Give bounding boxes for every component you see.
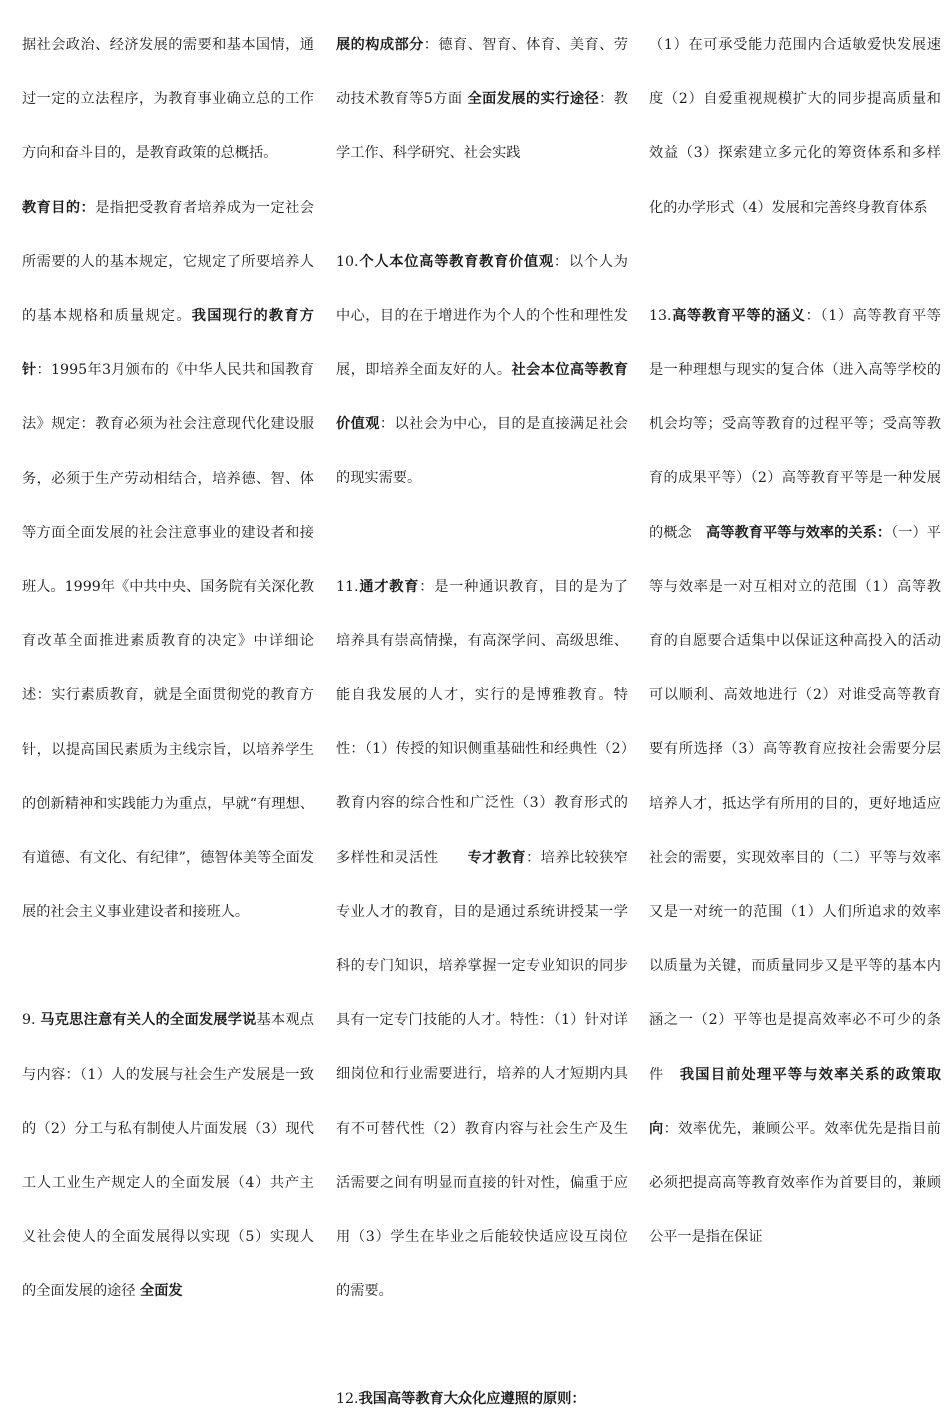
paragraph-value-views: 10.个人本位高等教育教育价值观：以个人为中心，目的在于增进作为个人的个性和理性发展，即培养全面友好的人。社会本位高等教育价值观：以社会为中心，目的是直接满足社会的现实需要。 [336, 253, 628, 487]
term-specialist-education: 专才教育 [467, 849, 527, 866]
term-current-education-policy: 我国现行的教育方针 [22, 308, 314, 379]
text-column-right [649, 18, 941, 1264]
term-implementation-path: 全面发展的实行途径 [467, 91, 600, 108]
term-individual-value-view: 个人本位高等教育教育价值观 [358, 253, 554, 270]
term-equality-meaning: 高等教育平等的涵义 [671, 307, 806, 324]
term-education-purpose: 教育目的： [22, 199, 96, 216]
paragraph-principles-list: （1）在可承受能力范围内合适敏爱快发展速度（2）自爱重视规模扩大的同步提高质量和效益（3）探索建立多元化的筹资体系和多样化的办学形式（4）发展和完善终身教育体系 [649, 37, 941, 216]
text-column-left [22, 18, 314, 1319]
term-massification-principles: 我国高等教育大众化应遵照的原则： [358, 1391, 586, 1408]
paragraph-marx-theory: 9. 马克思注意有关人的全面发展学说基本观点与内容：（1）人的发展与社会生产发展是一致的（2）分工与私有制使人片面发展（3）现代工人工业生产规定人的全面发展（4）共产主义社会使人的全面发展得以实现（5）实现人的全面发展的途径 全面发 [22, 1012, 314, 1300]
paragraph-education-policy-end: 据社会政治、经济发展的需要和基本国情，通过一定的立法程序，为教育事业确立总的工作方向和奋斗目的，是教育政策的总概括。 [22, 37, 314, 162]
paragraph-development-components: 展的构成部分：德育、智育、体育、美育、劳动技术教育等5方面 全面发展的实行途径：教学工作、科学研究、社会实践 [336, 37, 628, 162]
term-social-value-view: 社会本位高等教育价值观 [336, 362, 628, 433]
term-all-round-components: 全面发 [140, 1283, 183, 1300]
paragraph-massification-principles: 12.我国高等教育大众化应遵照的原则： [336, 1391, 586, 1408]
text-column-middle [336, 18, 628, 1427]
paragraph-equality-efficiency: 13.高等教育平等的涵义：（1）高等教育平等是一种理想与现实的复合体（进入高等学校的机会均等；受高等教育的过程平等；受高等教育的成果平等）（2）高等教育平等是一种发展的概念 高等教育平等与效率的关系：（一）平等与效率是一对互相对立的范围（1）高等教育的自愿要合适集中以保证这种高投入的活动可以顺利、高效地进行（2）对谁受高等教育要有所选择（3）高等教育应按社会需要分层培养人才，抵达学有所用的目的，更好地适应社会的需要，实现效率目的（二）平等与效率又是一对统一的范围（1）人们所追求的效率以质量为关键，而质量同步又是平等的基本内涵之一（2）平等也是提高效率必不可少的条件 我国目前处理平等与效率关系的政策取向：效率优先，兼顾公平。效率优先是指目前必须把提高高等教育效率作为首要目的，兼顾公平一是指在保证 [649, 307, 941, 1246]
term-equality-efficiency-relation: 高等教育平等与效率的关系： [705, 524, 892, 541]
term-marx-theory: 马克思注意有关人的全面发展学说 [40, 1012, 257, 1029]
paragraph-education-purpose: 教育目的：是指把受教育者培养成为一定社会所需要的人的基本规定，它规定了所要培养人的基本规格和质量规定。我国现行的教育方针：1995年3月颁布的《中华人民共和国教育法》规定：教育必须为社会注意现代化建设服务，必须于生产劳动相结合，培养德、智、体等方面全面发展的社会注意事业的建设者和接班人。1999年《中共中央、国务院有关深化教育改革全面推进素质教育的决定》中详细论述：实行素质教育，就是全面贯彻党的教育方针，以提高国民素质为主线宗旨，以培养学生的创新精神和实践能力为重点，早就“有理想、有道德、有文化、有纪律”，德智体美等全面发展的社会主义事业建设者和接班人。 [22, 199, 314, 921]
paragraph-general-vs-specialist: 11.通才教育：是一种通识教育，目的是为了培养具有崇高情操，有高深学问、高级思维、能自我发展的人才，实行的是博雅教育。特性：（1）传授的知识侧重基础性和经典性（2）教育内容的综合性和广泛性（3）教育形式的多样性和灵活性 专才教育：培养比较狭窄专业人才的教育，目的是通过系统讲授某一学科的专门知识，培养掌握一定专业知识的同步具有一定专门技能的人才。特性：（1）针对详细岗位和行业需要进行，培养的人才短期内具有不可替代性（2）教育内容与社会生产及生活需要之间有明显而直接的针对性，偏重于应用（3）学生在毕业之后能较快适应设互岗位的需要。 [336, 578, 628, 1300]
term-general-education: 通才教育 [358, 578, 420, 595]
term-policy-orientation: 我国目前处理平等与效率关系的政策取向 [649, 1066, 941, 1137]
